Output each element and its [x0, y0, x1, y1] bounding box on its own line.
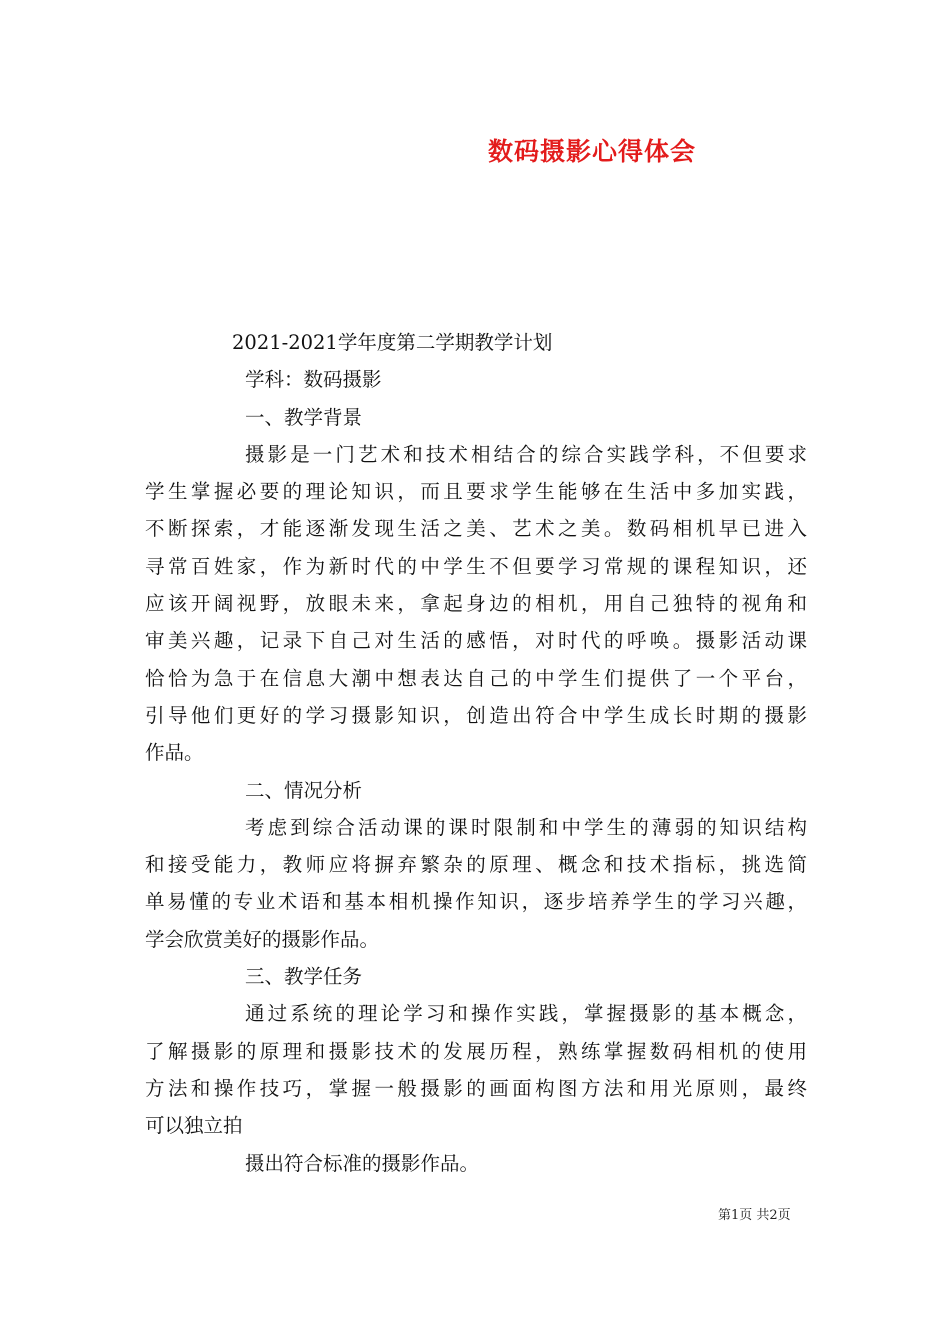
paragraph-line: 学会欣赏美好的摄影作品。: [145, 927, 380, 951]
paragraph-line: 不断探索，才能逐渐发现生活之美、艺术之美。数码相机早已进入: [145, 517, 807, 541]
section-heading-analysis: 二、情况分析: [245, 778, 363, 802]
paragraph-line: 通过系统的理论学习和操作实践，掌握摄影的基本概念，: [245, 1002, 807, 1026]
paragraph-line: 了解摄影的原理和摄影技术的发展历程，熟练掌握数码相机的使用: [145, 1039, 807, 1063]
paragraph-line: 引导他们更好的学习摄影知识，创造出符合中学生成长时期的摄影: [145, 703, 807, 727]
paragraph-line: 可以独立拍: [145, 1114, 243, 1138]
paragraph-line: 考虑到综合活动课的课时限制和中学生的薄弱的知识结构: [245, 815, 807, 839]
page-number-footer: 第1页 共2页: [718, 1208, 791, 1223]
paragraph-line: 和接受能力，教师应将摒弃繁杂的原理、概念和技术指标，挑选简: [145, 853, 807, 877]
paragraph-line: 方法和操作技巧，掌握一般摄影的画面构图方法和用光原则，最终: [145, 1076, 807, 1100]
section-heading-background: 一、教学背景: [245, 405, 363, 429]
section-heading-tasks: 三、教学任务: [245, 965, 363, 989]
paragraph-line: 摄影是一门艺术和技术相结合的综合实践学科，不但要求: [245, 442, 807, 466]
paragraph-line: 作品。: [145, 741, 204, 765]
paragraph-line: 恰恰为急于在信息大潮中想表达自己的中学生们提供了一个平台，: [145, 666, 807, 690]
paragraph-line: 审美兴趣，记录下自己对生活的感悟，对时代的呼唤。摄影活动课: [145, 629, 807, 653]
document-body: [145, 324, 807, 1182]
paragraph-line: 单易懂的专业术语和基本相机操作知识，逐步培养学生的学习兴趣，: [145, 890, 807, 914]
plan-heading: 2021-2021学年度第二学期教学计划: [232, 331, 553, 354]
paragraph-line: 应该开阔视野，放眼未来，拿起身边的相机，用自己独特的视角和: [145, 592, 807, 616]
subject-line: 学科：数码摄影: [245, 368, 382, 392]
document-title: 数码摄影心得体会: [488, 137, 697, 166]
paragraph-line: 摄出符合标准的摄影作品。: [245, 1151, 480, 1175]
paragraph-line: 学生掌握必要的理论知识，而且要求学生能够在生活中多加实践，: [145, 480, 807, 504]
paragraph-line: 寻常百姓家，作为新时代的中学生不但要学习常规的课程知识，还: [145, 554, 807, 578]
